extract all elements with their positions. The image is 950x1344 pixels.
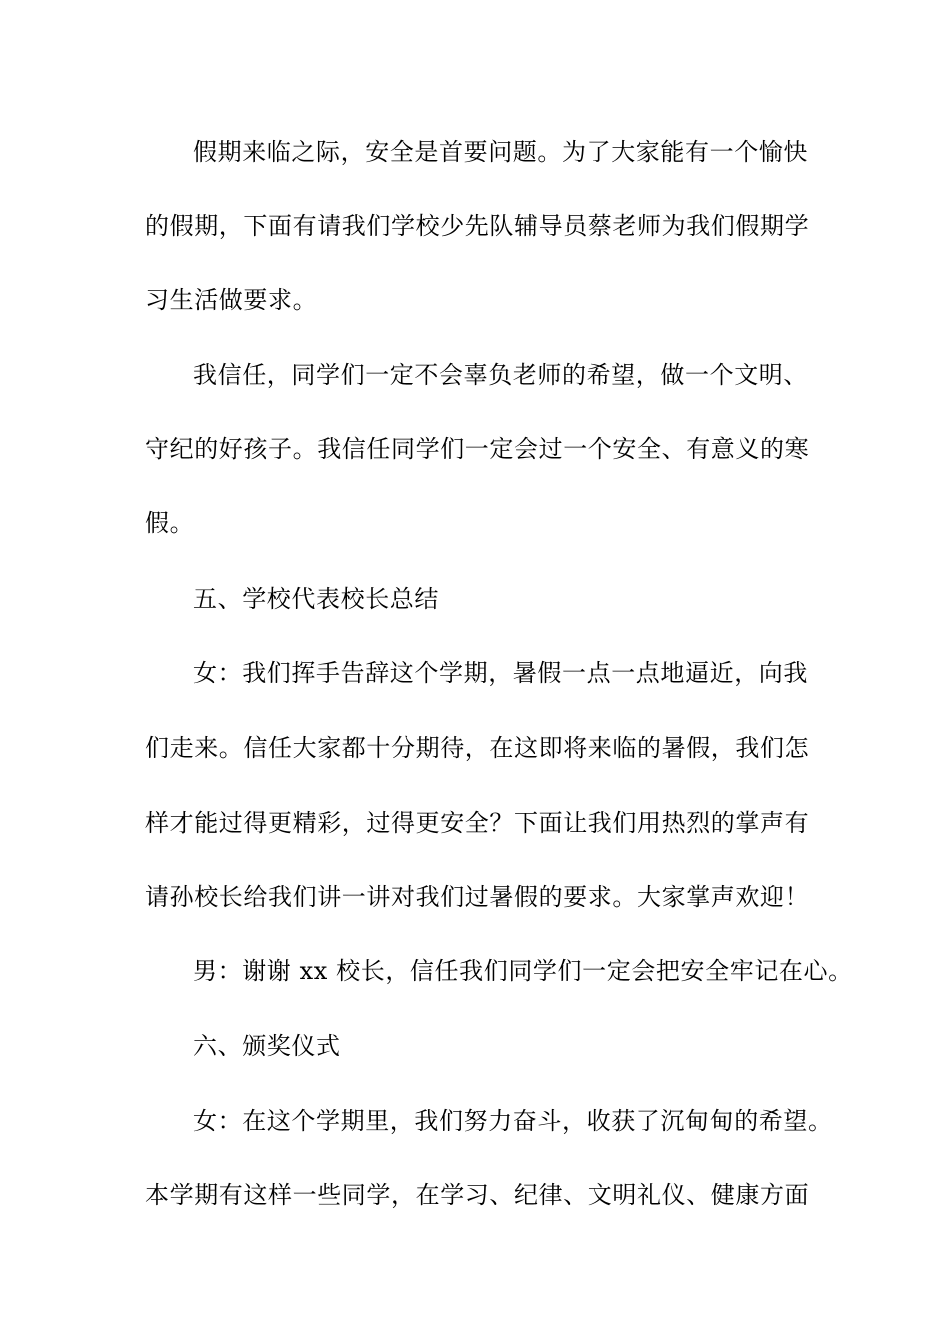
text-line: 男：谢谢 xx 校长，信任我们同学们一定会把安全牢记在心。	[193, 957, 853, 985]
text-line: 请孙校长给我们讲一讲对我们过暑假的要求。大家掌声欢迎！	[145, 883, 810, 911]
text-line: 本学期有这样一些同学，在学习、纪律、文明礼仪、健康方面	[145, 1181, 810, 1209]
text-line: 守纪的好孩子。我信任同学们一定会过一个安全、有意义的寒	[145, 435, 810, 463]
section-heading: 五、学校代表校长总结	[193, 585, 439, 613]
text-line: 假。	[145, 509, 195, 537]
text-line: 假期来临之际，安全是首要问题。为了大家能有一个愉快	[193, 138, 808, 166]
text-line: 女：在这个学期里，我们努力奋斗，收获了沉甸甸的希望。	[193, 1107, 833, 1135]
text-line: 样才能过得更精彩，过得更安全？下面让我们用热烈的掌声有	[145, 809, 810, 837]
text-line: 的假期，下面有请我们学校少先队辅导员蔡老师为我们假期学	[145, 212, 810, 240]
text-line: 习生活做要求。	[145, 286, 318, 314]
text-line: 我信任，同学们一定不会辜负老师的希望，做一个文明、	[193, 361, 808, 389]
section-heading: 六、颁奖仪式	[193, 1032, 341, 1060]
text-line: 女：我们挥手告辞这个学期，暑假一点一点地逼近，向我	[193, 659, 808, 687]
text-line: 们走来。信任大家都十分期待，在这即将来临的暑假，我们怎	[145, 734, 810, 762]
